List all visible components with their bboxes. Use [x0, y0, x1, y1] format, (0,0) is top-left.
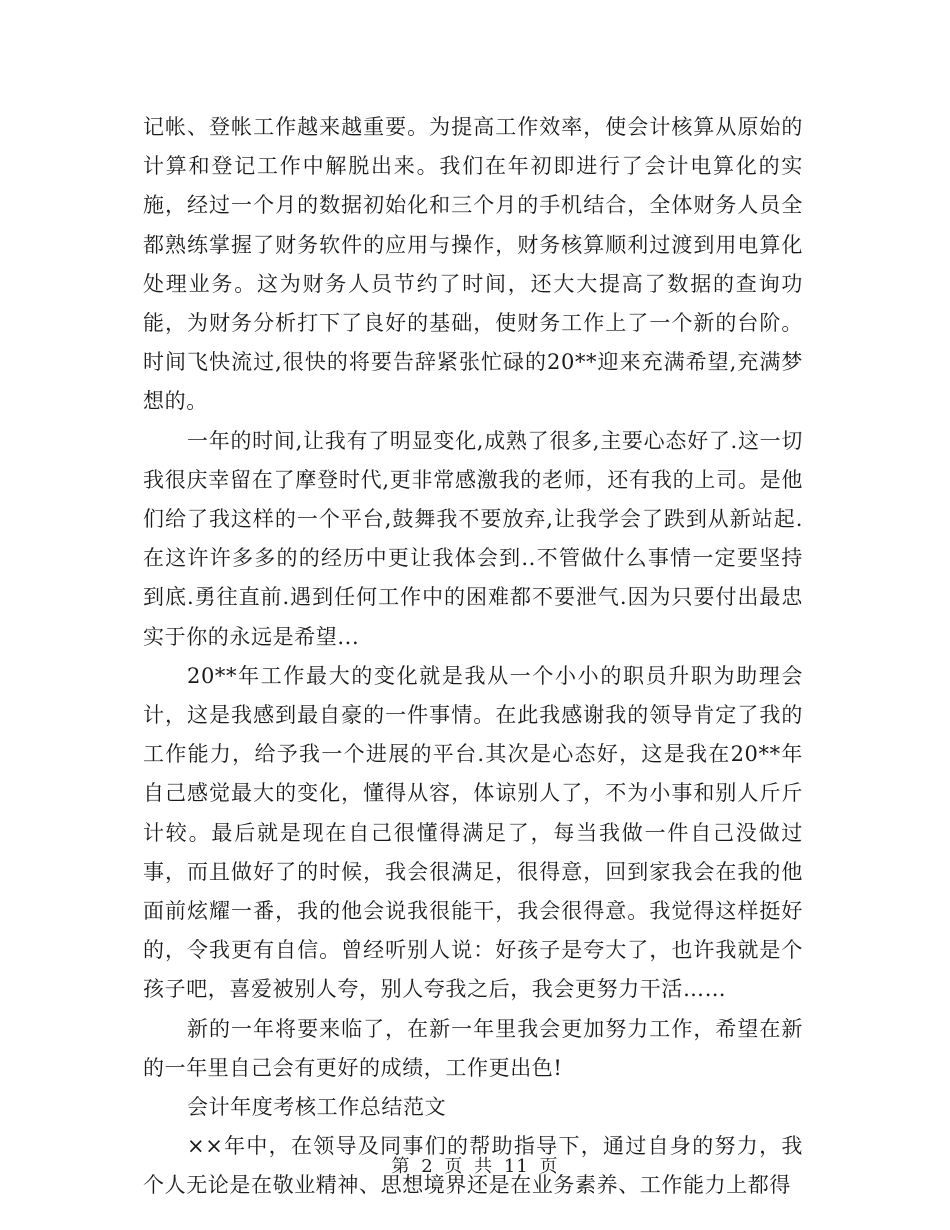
footer-label-page-unit: 页 [444, 1156, 464, 1177]
footer-current-page: 2 [421, 1156, 434, 1177]
paragraph-4: 新的一年将要来临了，在新一年里我会更加努力工作，希望在新的一年里自己会有更好的成绩，工作更出色! [143, 1016, 803, 1080]
footer-total-pages: 11 [503, 1156, 529, 1177]
paragraph-1: 记帐、登帐工作越来越重要。为提高工作效率，使会计核算从原始的计算和登记工作中解脱出来。我们在年初即进行了会计电算化的实施，经过一个月的数据初始化和三个月的手机结合，全体财务人员全都熟练掌握了财务软件的应用与操作，财务核算顺利过渡到用电算化处理业务。这为财务人员节约了时间，还大大提高了数据的查询功能，为财务分析打下了良好的基础，使财务工作上了一个新的台阶。时间飞快流过,很快的将要告辞紧张忙碌的20**迎来充满希望,充满梦想的。 [143, 115, 803, 414]
paragraph-2: 一年的时间,让我有了明显变化,成熟了很多,主要心态好了.这一切我很庆幸留在了摩登时代,更非常感激我的老师，还有我的上司。是他们给了我这样的一个平台,鼓舞我不要放弃,让我学会了跌到从新站起.在这许许多多的的经历中更让我体会到..不管做什么事情一定要坚持到底.勇往直前.遇到任何工作中的困难都不要泄气.因为只要付出最忠实于你的永远是希望... [143, 428, 803, 649]
page-footer [0, 1152, 950, 1178]
footer-label-total-unit: 页 [539, 1156, 559, 1177]
footer-label-total: 共 [474, 1156, 494, 1177]
footer-label-page: 第 [391, 1156, 411, 1177]
paragraph-5: ××年中，在领导及同事们的帮助指导下，通过自身的努力，我个人无论是在敬业精神、思想境界还是在业务素养、工作能力上都得 [143, 1134, 803, 1198]
paragraph-3: 20**年工作最大的变化就是我从一个小小的职员升职为助理会计，这是我感到最自豪的一件事情。在此我感谢我的领导肯定了我的工作能力，给予我一个进展的平台.其次是心态好，这是我在20**年自己感觉最大的变化，懂得从容，体谅别人了，不为小事和别人斤斤计较。最后就是现在自己很懂得满足了，每当我做一件自己没做过事，而且做好了的时候，我会很满足，很得意，回到家我会在我的他面前炫耀一番，我的他会说我很能干，我会很得意。我觉得这样挺好的，令我更有自信。曾经听别人说：好孩子是夸大了，也许我就是个孩子吧，喜爱被别人夸，别人夸我之后，我会更努力干活…… [143, 663, 803, 1002]
section-heading: 会计年度考核工作总结范文 [187, 1095, 447, 1120]
document-body [143, 108, 803, 1206]
